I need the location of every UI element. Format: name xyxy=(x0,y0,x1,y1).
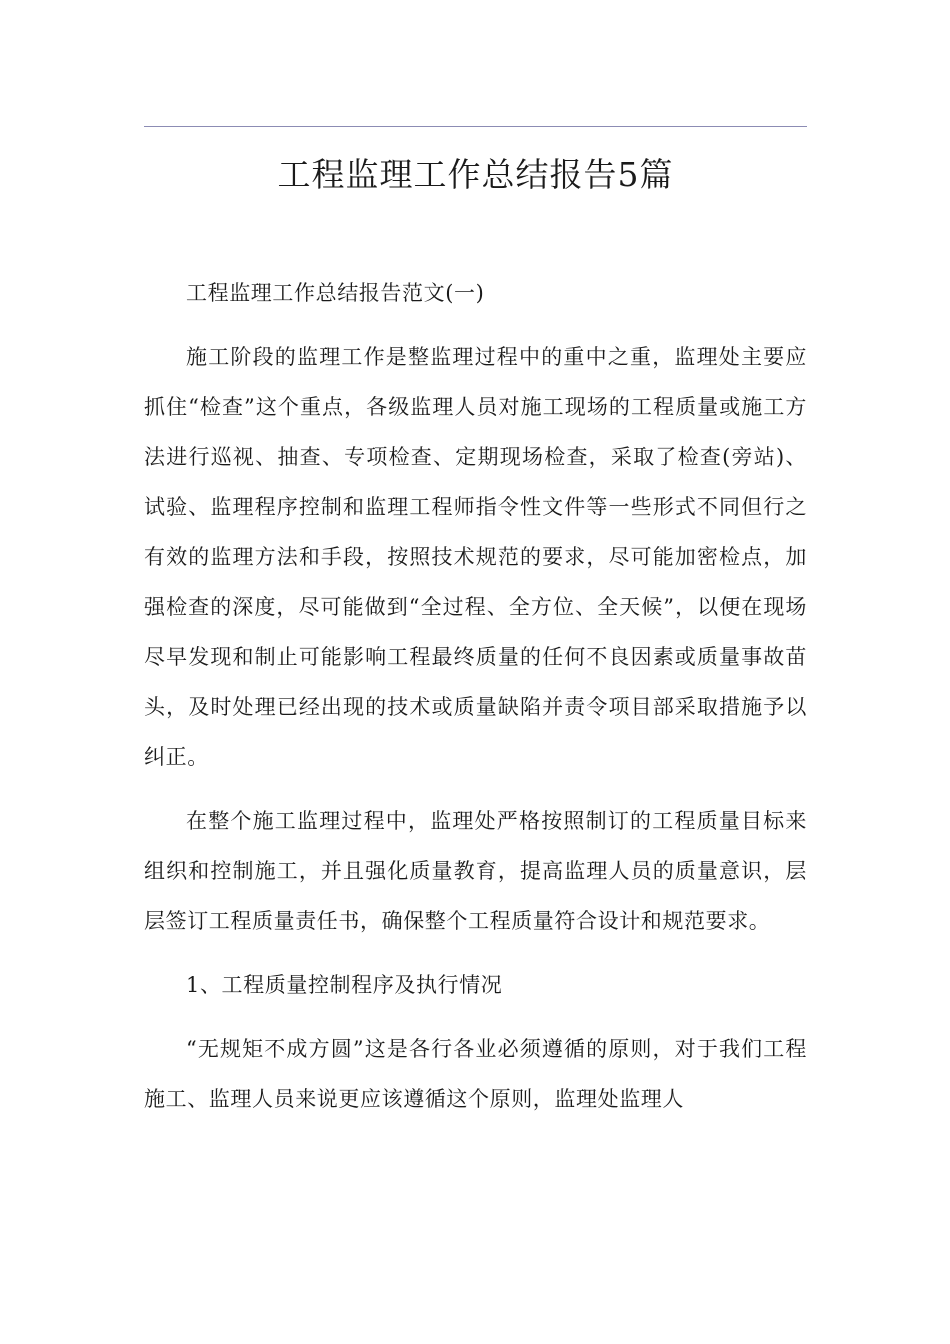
header-rule xyxy=(144,126,807,127)
body-paragraph: “无规矩不成方圆”这是各行各业必须遵循的原则，对于我们工程施工、监理人员来说更应该遵循这个原则，监理处监理人 xyxy=(144,1037,807,1111)
body-paragraph: 在整个施工监理过程中，监理处严格按照制订的工程质量目标来组织和控制施工，并且强化质量教育，提高监理人员的质量意识，层层签订工程质量责任书，确保整个工程质量符合设计和规范要求。 xyxy=(144,809,807,933)
document-title: 工程监理工作总结报告5篇 xyxy=(277,155,674,194)
body-paragraph: 施工阶段的监理工作是整监理过程中的重中之重，监理处主要应抓住“检查”这个重点，各级监理人员对施工现场的工程质量或施工方法进行巡视、抽查、专项检查、定期现场检查，采取了检查(旁站)、试验、监理程序控制和监理工程师指令性文件等一些形式不同但行之有效的监理方法和手段，按照技术规范的要求，尽可能加密检点，加强检查的深度，尽可能做到“全过程、全方位、全天候”，以便在现场尽早发现和制止可能影响工程最终质量的任何不良因素或质量事故苗头，及时处理已经出现的技术或质量缺陷并责令项目部采取措施予以纠正。 xyxy=(144,345,807,769)
section-heading: 工程监理工作总结报告范文(一) xyxy=(186,281,485,305)
subsection-heading: 1、工程质量控制程序及执行情况 xyxy=(186,973,503,997)
document-body xyxy=(144,268,807,1138)
